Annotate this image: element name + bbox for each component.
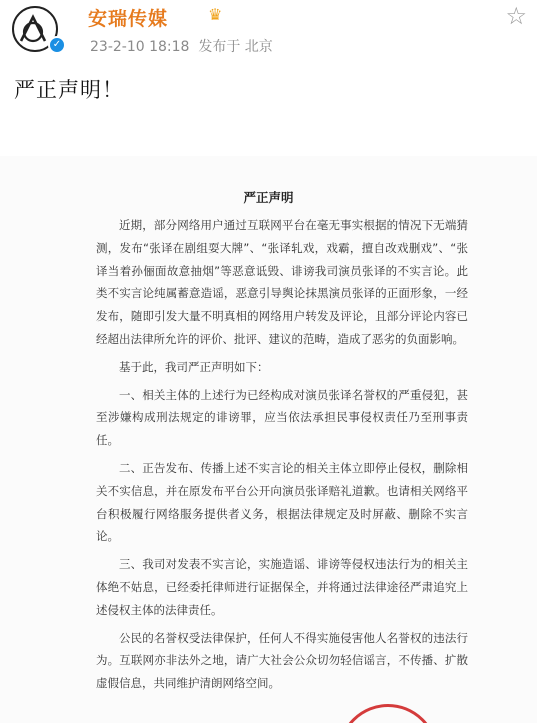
timestamp: 23-2-10 18:18 <box>90 39 190 55</box>
statement-image[interactable] <box>0 156 537 723</box>
company-seal <box>338 704 438 723</box>
post-header <box>0 0 537 66</box>
statement-paragraph: 近期，部分网络用户通过互联网平台在毫无事实根据的情况下无端猜测，发布“张译在剧组耍大牌”、“张译轧戏，戏霸，擅自改戏删戏”、“张译当着孙俪面故意抽烟”等恶意诋毁、诽谤我司演员张译的不实言论。此类不实言论纯属蓄意造谣，恶意引导舆论抹黑演员张译的正面形象，一经发布，随即引发大量不明真相的网络用户转发及评论，且部分评论内容已经超出法律所允许的评价、批评、建议的范畴，造成了恶劣的负面影响。 <box>96 218 468 346</box>
author-name[interactable]: 安瑞传媒 <box>88 8 169 30</box>
statement-paragraph: 一、相关主体的上述行为已经构成对演员张译名誉权的严重侵犯，甚至涉嫌构成刑法规定的诽谤罪，应当依法承担民事侵权责任乃至刑事责任。 <box>96 387 468 448</box>
post-meta <box>90 36 273 56</box>
statement-paragraph: 三、我司对发表不实言论，实施造谣、诽谤等侵权违法行为的相关主体绝不姑息，已经委托律师进行证据保全，并将通过法律途径严肃追究上述侵权主体的法律责任。 <box>96 557 468 617</box>
statement-title: 严正声明 <box>243 190 294 205</box>
published-location: 发布于 北京 <box>198 39 273 55</box>
statement-body <box>96 214 468 700</box>
statement-paragraph: 公民的名誉权受法律保护，任何人不得实施侵害他人名誉权的违法行为。互联网亦非法外之地，请广大社会公众切勿轻信谣言，不传播、扩散虚假信息，共同维护清朗网络空间。 <box>96 630 468 691</box>
post-text: 严正声明！ <box>14 78 124 102</box>
statement-paragraph: 二、正告发布、传播上述不实言论的相关主体立即停止侵权，删除相关不实信息，并在原发布平台公开向演员张译赔礼道歉。也请相关网络平台积极履行网络服务提供者义务，根据法律规定及时屏蔽、删除不实言论。 <box>96 460 468 544</box>
statement-paragraph: 基于此，我司严正声明如下： <box>119 359 269 374</box>
star-outline-icon[interactable]: ☆ <box>505 2 527 30</box>
crown-icon: ♛ <box>208 5 223 24</box>
verified-check-icon: ✓ <box>48 36 66 54</box>
